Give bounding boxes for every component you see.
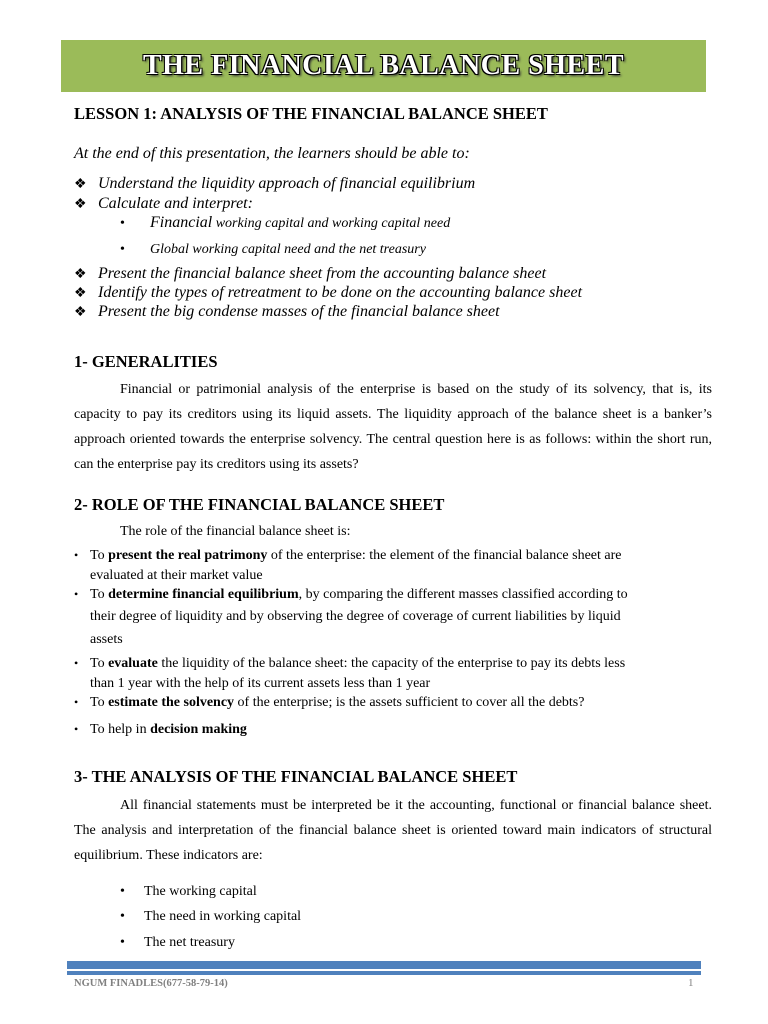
bullet-icon: •	[120, 884, 125, 899]
objective-item: ❖ Present the financial balance sheet from the accounting balance sheet	[74, 265, 547, 282]
document-title: THE FINANCIAL BALANCE SHEET	[142, 50, 625, 81]
bullet-icon: •	[120, 935, 125, 950]
objective-item: ❖ Identify the types of retreatment to be done on the accounting balance sheet	[74, 284, 583, 301]
bullet-icon: •	[74, 548, 79, 562]
footer-divider	[67, 971, 701, 975]
diamond-bullet-icon: ❖	[74, 305, 87, 320]
indicator-item: • The need in working capital	[120, 909, 302, 924]
role-bullet-continuation: their degree of liquidity and by observing the degree of coverage of current liabilities by liquid	[90, 609, 621, 624]
objective-item: ❖ Understand the liquidity approach of financial equilibrium	[74, 175, 476, 192]
footer-author: NGUM FINADLES(677-58-79-14)	[74, 978, 228, 989]
role-bullet: • To evaluate the liquidity of the balance sheet: the capacity of the enterprise to pay its debts less	[74, 656, 626, 671]
title-banner	[61, 40, 706, 92]
role-bullet-continuation: evaluated at their market value	[90, 568, 263, 583]
objective-item: ❖ Calculate and interpret:	[74, 195, 253, 212]
diamond-bullet-icon: ❖	[74, 267, 87, 282]
bullet-icon: •	[120, 216, 125, 231]
indicator-item: • The working capital	[120, 884, 257, 899]
objective-subitem: • Financial working capital and working capital need	[120, 214, 451, 231]
diamond-bullet-icon: ❖	[74, 177, 87, 192]
bullet-icon: •	[120, 909, 125, 924]
indicator-item: • The net treasury	[120, 935, 235, 950]
bullet-icon: •	[74, 656, 79, 670]
generalities-paragraph: Financial or patrimonial analysis of the enterprise is based on the study of its solvency, that is, its capacity to pay its creditors using its liquid assets. The liquidity approach of the balance sheet is a banker’s approach oriented towards the enterprise solvency. The central question here is as follows: within the short run, can the enterprise pay its creditors using its assets?	[74, 382, 712, 472]
footer-divider	[67, 961, 701, 969]
diamond-bullet-icon: ❖	[74, 197, 87, 212]
section-heading-analysis: 3- THE ANALYSIS OF THE FINANCIAL BALANCE SHEET	[74, 767, 518, 786]
lesson-title: LESSON 1: ANALYSIS OF THE FINANCIAL BALANCE SHEET	[74, 104, 548, 123]
diamond-bullet-icon: ❖	[74, 286, 87, 301]
objective-subitem: • Global working capital need and the net treasury	[120, 242, 426, 257]
bullet-icon: •	[74, 587, 79, 601]
section-heading-generalities: 1- GENERALITIES	[74, 352, 218, 371]
role-intro: The role of the financial balance sheet is:	[120, 524, 351, 539]
role-bullet: • To determine financial equilibrium, by comparing the different masses classified according to	[74, 587, 628, 602]
bullet-icon: •	[74, 722, 79, 736]
role-bullet-continuation: than 1 year with the help of its current assets less than 1 year	[90, 676, 431, 691]
role-bullet: • To help in decision making	[74, 722, 247, 737]
role-bullet: • To estimate the solvency of the enterprise; is the assets sufficient to cover all the debts?	[74, 695, 585, 710]
page-number: 1	[688, 977, 694, 989]
role-bullet: • To present the real patrimony of the enterprise: the element of the financial balance sheet are	[74, 548, 622, 563]
section-heading-role: 2- ROLE OF THE FINANCIAL BALANCE SHEET	[74, 495, 445, 514]
bullet-icon: •	[120, 242, 125, 257]
objectives-intro: At the end of this presentation, the learners should be able to:	[74, 145, 470, 162]
bullet-icon: •	[74, 695, 79, 709]
role-bullet-continuation: assets	[90, 632, 123, 647]
analysis-paragraph: All financial statements must be interpreted be it the accounting, functional or financial balance sheet. The analysis and interpretation of the financial balance sheet is oriented toward main indicators of structural equilibrium. These indicators are:	[74, 798, 712, 863]
objective-item: ❖ Present the big condense masses of the financial balance sheet	[74, 303, 500, 320]
